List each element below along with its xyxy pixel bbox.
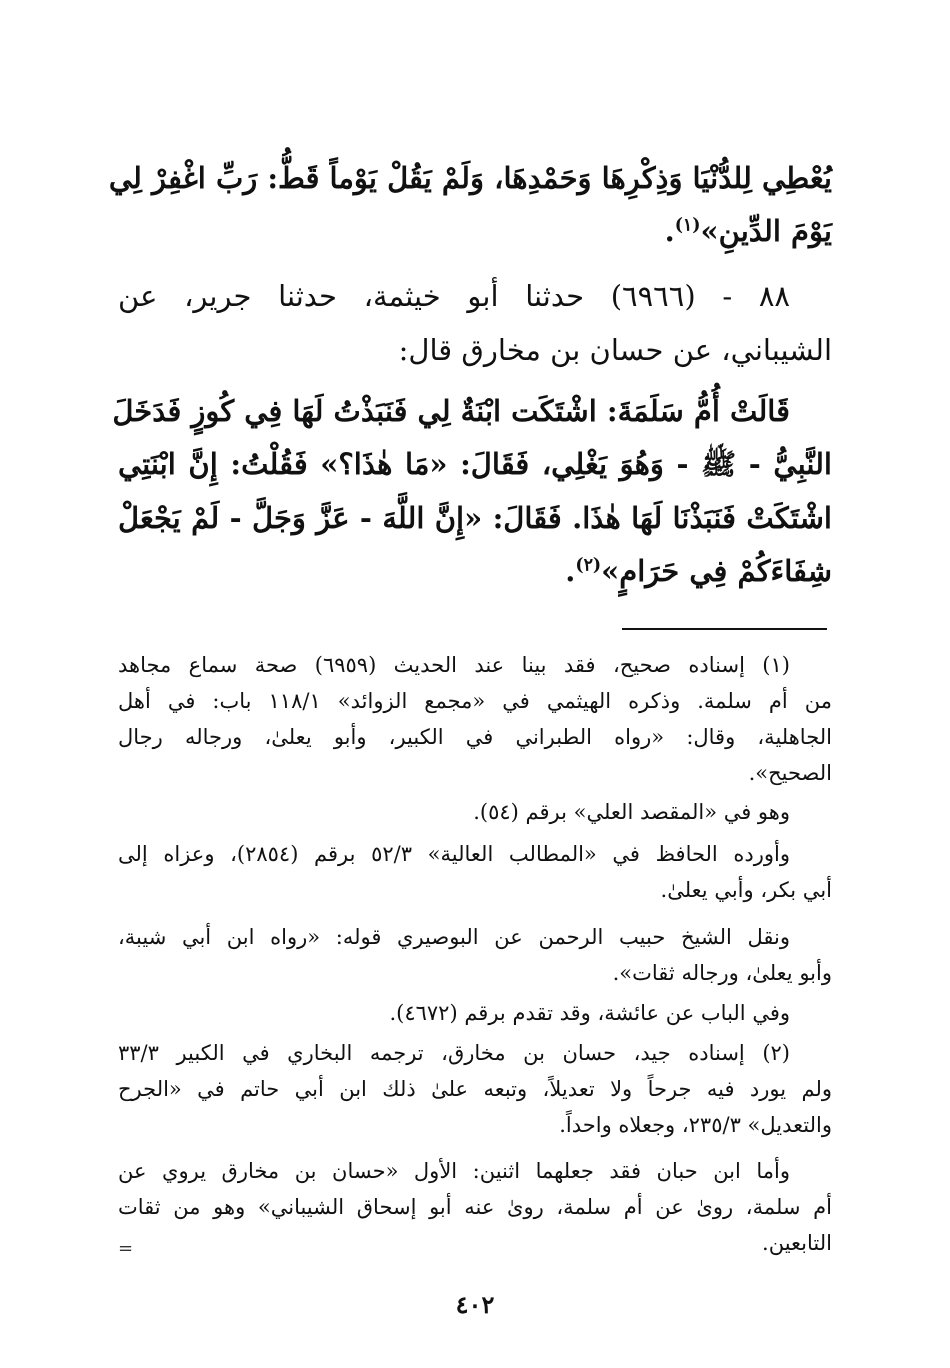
footnote-line: ولم يورد فيه جرحاً ولا تعديلاً، وتبعه علىٰ ذلك ابن أبي حاتم في «الجرح bbox=[118, 1077, 832, 1101]
footnote-line: من أم سلمة. وذكره الهيثمي في «مجمع الزوائد» ١١٨/١ باب: في أهل bbox=[118, 689, 832, 713]
footnote-line: الصحيح». bbox=[748, 761, 832, 785]
main-text-segment: شِفَاءَكُمْ فِي حَرَامٍ» bbox=[601, 554, 832, 588]
footnote-line: وأبو يعلىٰ، ورجاله ثقات». bbox=[612, 961, 832, 985]
footnote-line: وهو في «المقصد العلي» برقم (٥٤). bbox=[473, 800, 790, 824]
main-text-segment: . bbox=[565, 554, 576, 588]
main-text-line bbox=[118, 203, 832, 259]
hadith-isnad-line: ٨٨ - (٦٩٦٦) حدثنا أبو خيثمة، حدثنا جرير، عن bbox=[118, 279, 790, 313]
hadith-matn-line: اشْتَكَتْ فَنَبَذْنَا لَهَا هٰذَا. فَقَالَ: «إِنَّ اللَّهَ - عَزَّ وَجَلَّ - لَمْ يَجْعَلْ bbox=[118, 501, 832, 535]
footnote-line: وأورده الحافظ في «المطالب العالية» ٥٢/٣ برقم (٢٨٥٤)، وعزاه إلى bbox=[118, 842, 790, 866]
footnote-line: أبي بكر، وأبي يعلىٰ. bbox=[660, 878, 832, 902]
footnote-line: ونقل الشيخ حبيب الرحمن عن البوصيري قوله: «رواه ابن أبي شيبة، bbox=[118, 925, 790, 949]
footnote-line: الجاهلية، وقال: «رواه الطبراني في الكبير، وأبو يعلىٰ، ورجاله رجال bbox=[118, 725, 832, 749]
hadith-matn-line: قَالَتْ أُمُّ سَلَمَةَ: اشْتَكَت ابْنَةٌ لِي فَنَبَذْتُ لَهَا فِي كُوزٍ فَدَخَلَ bbox=[112, 394, 790, 428]
footnote-line: وفي الباب عن عائشة، وقد تقدم برقم (٤٦٧٢). bbox=[389, 1001, 790, 1025]
footnote-line: أم سلمة، روىٰ عن أم سلمة، روىٰ عنه أبو إسحاق الشيباني» وهو من ثقات bbox=[118, 1195, 832, 1219]
footnote-line: وأما ابن حبان فقد جعلهما اثنين: الأول «حسان بن مخارق يروي عن bbox=[118, 1159, 790, 1183]
main-text-segment: يَوْمَ الدِّينِ» bbox=[700, 214, 832, 248]
footnote-line: (١) إسناده صحيح، فقد بينا عند الحديث (٦٩٥٩) صحة سماع مجاهد bbox=[118, 653, 790, 677]
hadith-matn-line: النَّبِيُّ - ﷺ - وَهُوَ يَغْلِي، فَقَالَ: «مَا هٰذَا؟» فَقُلْتُ: إِنَّ ابْنَتِي bbox=[118, 447, 832, 481]
page-number: ٤٠٢ bbox=[455, 1290, 495, 1319]
continuation-mark: = bbox=[118, 1238, 134, 1259]
footnote-line: (٢) إسناده جيد، حسان بن مخارق، ترجمه البخاري في الكبير ٣٣/٣ bbox=[118, 1041, 790, 1065]
footnote-reference: (٢) bbox=[575, 555, 602, 576]
footnote-line: التابعين. bbox=[762, 1231, 832, 1255]
main-text-line: يُعْطِي لِلدُّنْيَا وَذِكْرِهَا وَحَمْدِهَا، وَلَمْ يَقُلْ يَوْماً قَطُّ: رَبِّ اغْفِرْ لِي bbox=[108, 161, 832, 195]
footnote-reference: (١) bbox=[674, 215, 701, 236]
hadith-matn-line bbox=[118, 543, 832, 599]
footnote-line: والتعديل» ٢٣٥/٣، وجعلاه واحداً. bbox=[559, 1113, 832, 1137]
main-text-segment: . bbox=[664, 214, 675, 248]
footnote-separator bbox=[622, 628, 827, 630]
hadith-isnad-line: الشيباني، عن حسان بن مخارق قال: bbox=[398, 333, 832, 367]
